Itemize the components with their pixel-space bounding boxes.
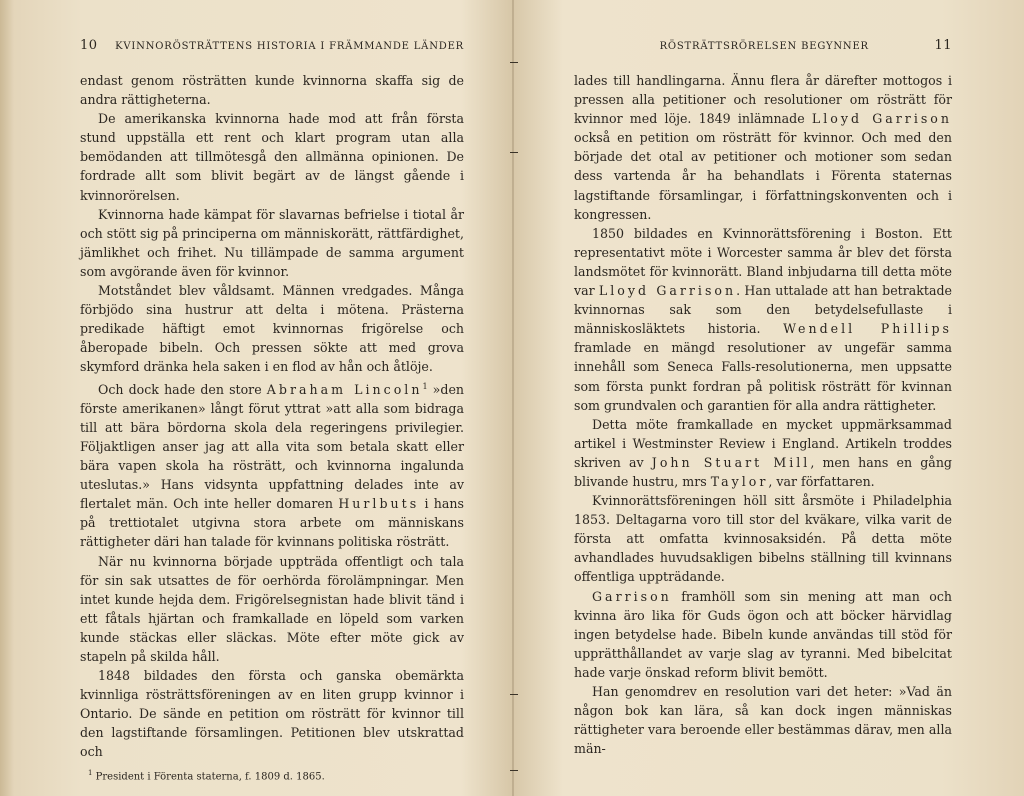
text-run: Och dock hade den store xyxy=(98,381,267,397)
text-run: lades till handlingarna. Ännu flera år därefter mottogos i pressen alla petitioner och resolutioner om rösträtt för kvinnor med löje. 1849 inlämnade xyxy=(574,73,952,127)
paragraph: När nu kvinnorna började uppträda offentligt och tala för sin sak utsattes de för oerhörda förolämpningar. Men intet kunde hejda dem. Frigörelsegnistan hade blivit tänd i ett fåtals hjärtan och framkallade en löpeld som varken kunde stäckas eller släckas. Möte efter möte gick av stapeln på skilda håll. xyxy=(80,553,464,664)
paragraph: Han genomdrev en resolution vari det heter: »Vad än någon bok kan lära, så kan dock ingen människas rättigheter vara beroende eller bestämmas därav, men alla män- xyxy=(574,684,952,757)
footnote xyxy=(80,766,464,784)
paragraph xyxy=(574,415,952,491)
right-page xyxy=(512,0,1024,796)
paragraph xyxy=(574,71,952,224)
footnote-ref: 1 xyxy=(422,381,428,391)
paragraph: Motståndet blev våldsamt. Männen vredgades. Många förbjödo sina hustrur att delta i mötena. Prästerna predikade häftigt emot kvinnornas frigörelse och åberopade bibeln. Och pressen sökte att med grova skymford dränka hela saken i en flod av hån och åtlöje. xyxy=(80,283,464,375)
text-run: . Han uttalade att han betraktade kvinnornas sak som den betydelsefullaste i människosläktets historia. xyxy=(574,283,952,337)
person-name: Lloyd Garrison xyxy=(811,111,953,127)
text-run: , men hans en gång blivande hustru, mrs xyxy=(574,454,952,489)
paragraph xyxy=(80,377,464,552)
person-name: John Stuart Mill xyxy=(651,454,811,470)
footnote-text: President i Förenta staterna, f. 1809 d. 1865. xyxy=(95,770,325,782)
text-run: 1850 bildades en Kvinnorättsförening i Boston. Ett representativt möte i Worcester samma år blev det första landsmötet för kvinnorätt. Bland inbjudarna till detta möte var xyxy=(574,225,952,299)
running-head xyxy=(574,38,952,53)
running-title: RÖSTRÄTTSRÖRELSEN BEGYNNER xyxy=(659,41,869,52)
page-number: 10 xyxy=(80,38,98,53)
person-name: Taylor xyxy=(710,473,769,489)
text-run: i hans på trettiotalet utgivna stora arbete om människans rättigheter däri han talade för kvinnans politiska rösträtt. xyxy=(80,496,464,550)
footnote-mark: 1 xyxy=(88,768,93,777)
running-title: KVINNORÖSTRÄTTENS HISTORIA I FRÄMMANDE LÄNDER xyxy=(115,41,464,52)
text-run: »den förste amerikanen» långt förut yttrat »att alla som bidraga till att bära bördorna skola dela regeringens privilegier. Följaktligen anser jag att alla vita som betala skatt eller bära vapen skola ha rösträtt, och kvinnorna ingalunda uteslutas.» Hans vidsynta uppfattning delades inte av flertalet män. Och inte heller domaren xyxy=(80,381,465,512)
paragraph: endast genom rösträtten kunde kvinnorna skaffa sig de andra rättigheterna. xyxy=(80,73,464,108)
page-body xyxy=(80,71,464,762)
paragraph xyxy=(574,224,952,415)
page-number: 11 xyxy=(934,38,952,53)
person-name: Garrison xyxy=(592,588,672,604)
text-run: framhöll som sin mening att man och kvinna äro lika för Guds ögon och att böcker härvidlag ingen betydelse hade. Bibeln kunde användas till stöd för upprätthållandet av varje slag av tyranni. Med bibelcitat hade varje önskad reform blivit bemött. xyxy=(574,588,952,680)
text-run: också en petition om rösträtt för kvinnor. Och med den började det otal av petitioner och motioner som sedan dess vartenda år ha behandlats i Förenta staternas lagstiftande församlingar, i författningskonventen och i kongressen. xyxy=(574,130,952,222)
page-body xyxy=(574,71,952,758)
person-name: Lloyd Garrison xyxy=(598,283,737,299)
running-head xyxy=(80,38,464,53)
person-name: Abraham Lincoln xyxy=(266,381,423,397)
text-run: framlade en mängd resolutioner av ungefär samma innehåll som Seneca Falls-resolutionerna, men uppsatte som första punkt fordran på politisk rösträtt för kvinnan som grundvalen och garantien för alla andra rättigheter. xyxy=(574,340,952,413)
paragraph: 1848 bildades den första och ganska obemärkta kvinnliga rösträttsföreningen av en liten grupp kvinnor i Ontario. De sände en petition om rösträtt för kvinnor till den lagstiftande församlingen. Petitionen blev utskrattad och xyxy=(80,668,464,760)
paragraph: De amerikanska kvinnorna hade mod att från första stund uppställa ett rent och klart program utan alla bemödanden att tillmötesgå den allmänna opinionen. De fordrade allt som blivit begärt av de längst gående i kvinnorörelsen. xyxy=(80,111,464,203)
text-run: Detta möte framkallade en mycket uppmärksammad artikel i Westminster Review i England. Artikeln troddes skriven av xyxy=(574,416,952,470)
person-name: Hurlbuts xyxy=(338,496,420,512)
paragraph xyxy=(574,587,952,682)
text-run: , var författaren. xyxy=(768,473,875,489)
person-name: Wendell Phillips xyxy=(783,321,953,337)
paragraph: Kvinnorna hade kämpat för slavarnas befrielse i tiotal år och stött sig på principerna om människorätt, rättfärdighet, jämlikhet och frihet. Nu tillämpade de samma argument som avgörande även för kvinnor. xyxy=(80,206,464,279)
paragraph: Kvinnorättsföreningen höll sitt årsmöte i Philadelphia 1853. Deltagarna voro till stor del kväkare, vilka varit de första att omfatta kvinnosaksidén. På detta möte avhandlades huvudsakligen bibelns ställning till kvinnans offentliga uppträdande. xyxy=(574,493,952,585)
